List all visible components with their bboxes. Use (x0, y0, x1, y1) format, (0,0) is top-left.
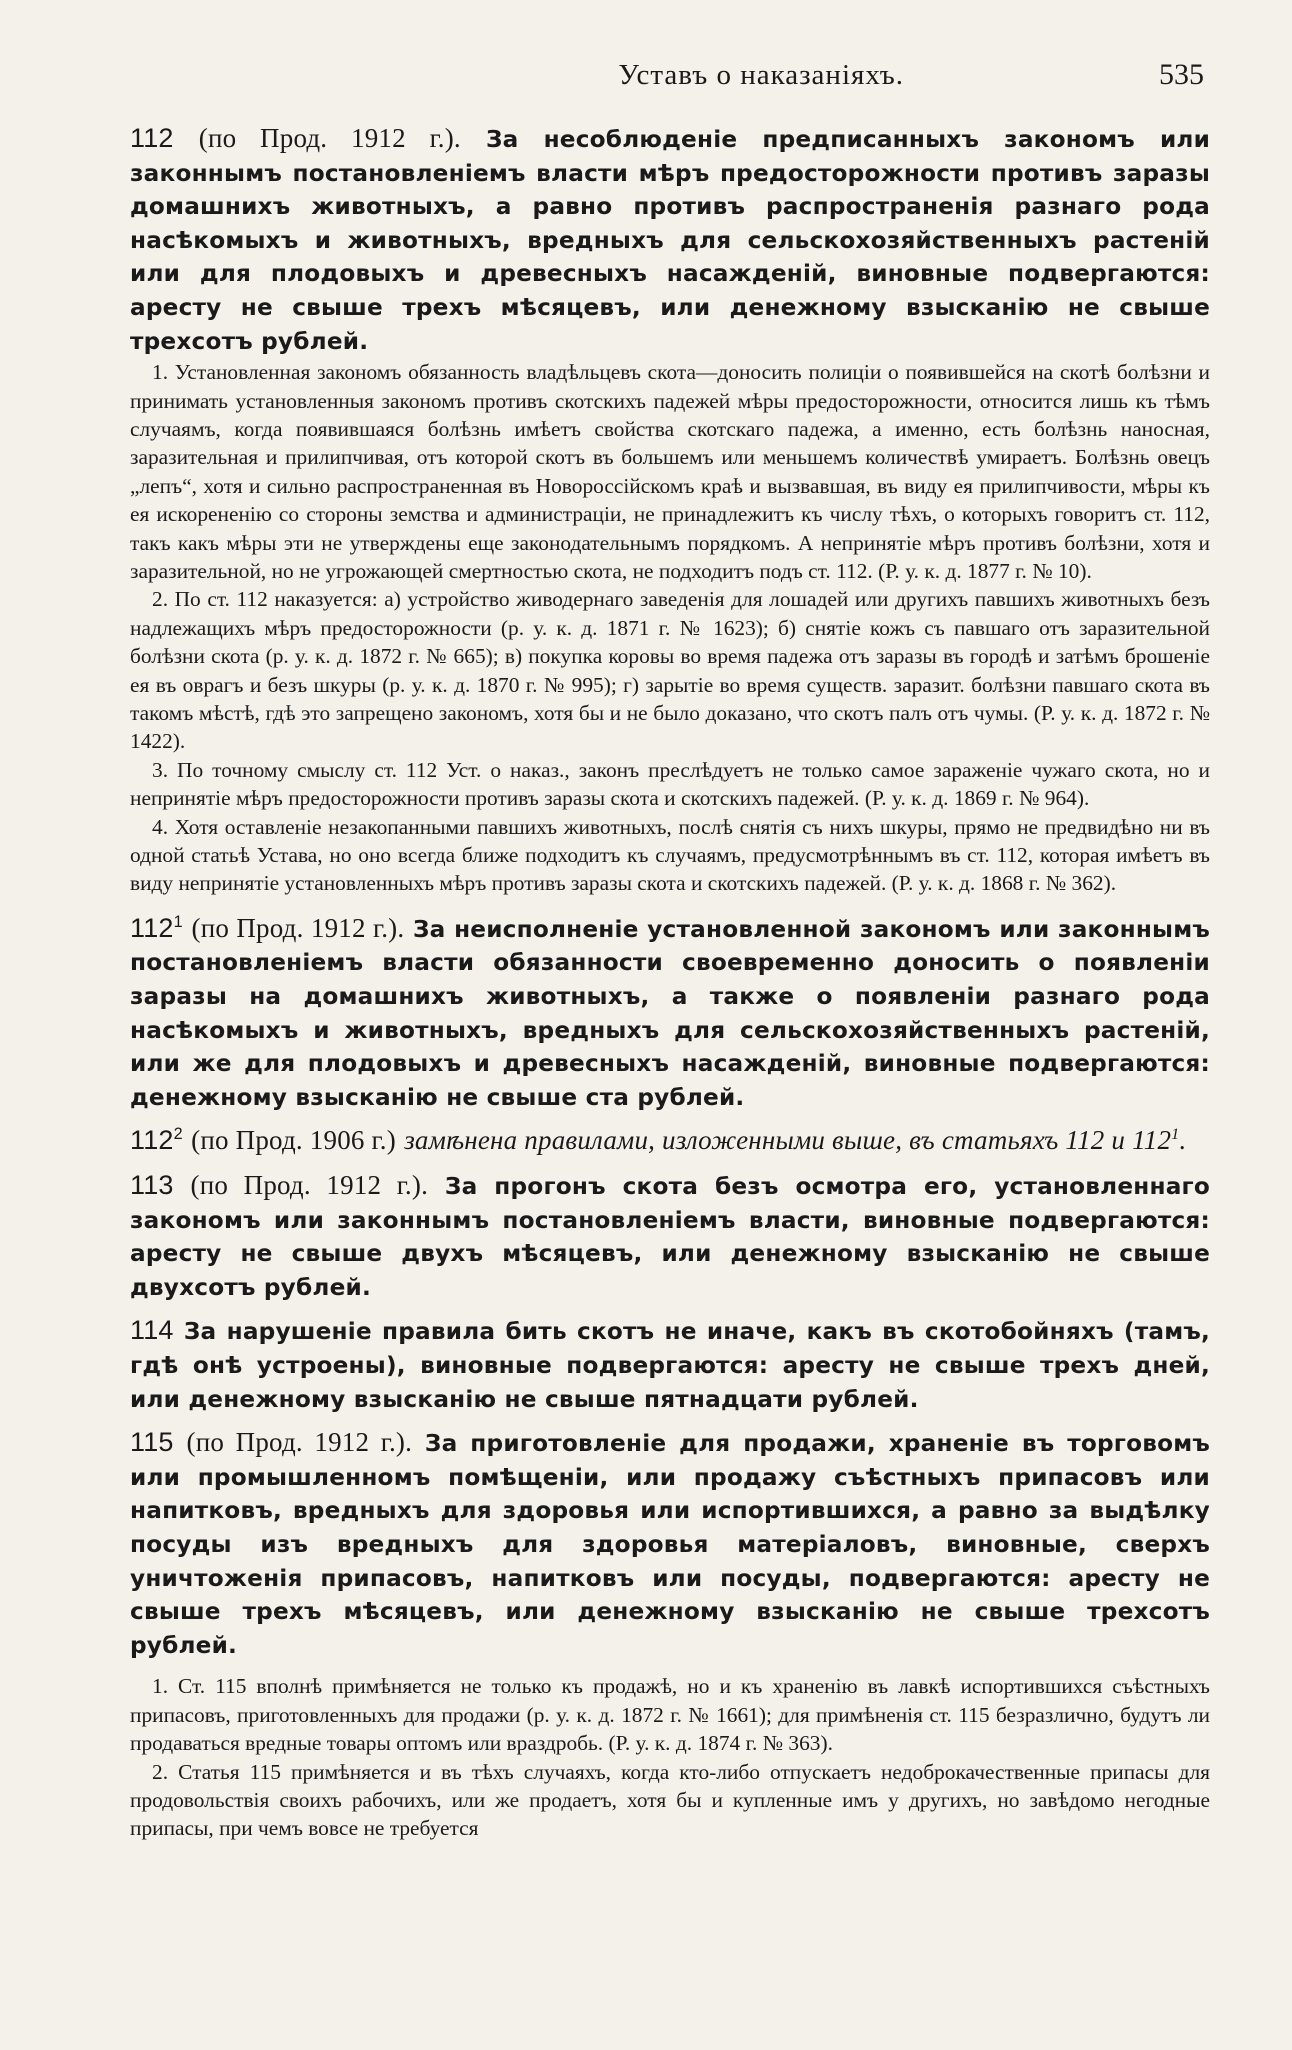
article-reference: (по Прод. 1912 г.). (190, 1170, 429, 1201)
article-112-1 (130, 912, 1210, 1115)
article-text: замѣнена правилами, изложенными выше, въ статьяхъ 112 и $112^1$. (404, 1125, 1187, 1156)
running-title: Уставъ о наказаніяхъ. (618, 59, 904, 91)
article-112 (130, 122, 1210, 358)
article-number: 112 (130, 123, 174, 153)
note-112-3: 3. По точному смыслу ст. 112 Уст. о наказ., законъ преслѣдуетъ не только самое зараженіе чужаго скота, но и непринятіе мѣръ предосторожности противъ заразы скота и скотскихъ падежей. (Р. у. к. д. 1869 г. № 964). (130, 757, 1210, 811)
article-number: $112^2$ (130, 1125, 183, 1156)
article-number: 115 (130, 1427, 174, 1458)
article-text: За несоблюденіе предписанныхъ закономъ или законнымъ постановленіемъ власти мѣръ предосторожности противъ заразы домашнихъ животныхъ, а равно противъ распространенія разнаго рода насѣкомыхъ и животныхъ, вредныхъ для сельскохозяйственныхъ растеній или для плодовыхъ и древесныхъ насажденій, виновные подвергаются: аресту не свыше трехъ мѣсяцевъ, или денежному взысканію не свыше трехсотъ рублей. (130, 126, 1211, 355)
note-115-1: 1. Ст. 115 вполнѣ примѣняется не только къ продажѣ, но и къ храненію въ лавкѣ испортившихся съѣстныхъ припасовъ, приготовленныхъ для продажи (р. у. к. д. 1872 г. № 1661); для примѣненія ст. 115 безразлично, будутъ ли продаваться вредные товары оптомъ или враздробь. (Р. у. к. д. 1874 г. № 363). (130, 1674, 1210, 1756)
note-112-1: 1. Установленная закономъ обязанность владѣльцевъ скота—доносить полиціи о появившейся на скотѣ болѣзни и принимать установленныя закономъ противъ скотскихъ падежей мѣры предосторожности, относится лишь къ тѣмъ случаямъ, когда появившаяся болѣзнь имѣетъ свойства скотскаго падежа, а именно, есть болѣзнь наносная, заразительная и прилипчивая, отъ которой скотъ въ большемъ или меньшемъ количествѣ умираетъ. Болѣзнь овецъ „лепъ“, хотя и сильно распространенная въ Новороссійскомъ краѣ и вызвавшая, въ виду ея прилипчивости, мѣры къ ея искорененію со стороны земства и администраціи, не принадлежитъ къ числу тѣхъ, о которыхъ говоритъ ст. 112, такъ какъ мѣры эти не утверждены еще законодательнымъ порядкомъ. А непринятіе мѣръ противъ болѣзни, хотя и заразительной, но не угрожающей смертностью скота, не подходитъ подъ ст. 112. (Р. у. к. д. 1877 г. № 10). (130, 360, 1210, 583)
note-112-2: 2. По ст. 112 наказуется: а) устройство живодернаго заведенія для лошадей или другихъ павшихъ животныхъ безъ надлежащихъ мѣръ предосторожности (р. у. к. д. 1871 г. № 1623); б) снятіе кожъ съ павшаго отъ заразительной болѣзни скота (р. у. к. д. 1872 г. № 665); в) покупка коровы во время падежа отъ заразы въ городѣ и затѣмъ брошеніе ея въ оврагъ и безъ шкуры (р. у. к. д. 1870 г. № 995); г) зарытіе во время существ. заразит. болѣзни павшаго скота въ такомъ мѣстѣ, гдѣ это запрещено закономъ, хотя бы и не было доказано, что скотъ палъ отъ чумы. (Р. у. к. д. 1872 г. № 1422). (130, 587, 1210, 754)
article-112-2 (130, 1124, 1210, 1159)
article-text: За нарушеніе правила бить скотъ не иначе, какъ въ скотобойняхъ (тамъ, гдѣ онѣ устроены), виновные подвергаются: аресту не свыше трехъ дней, или денежному взысканію не свыше пятнадцати рублей. (130, 1318, 1210, 1413)
article-reference: (по Прод. 1912 г.). (198, 123, 461, 153)
article-text: За прогонъ скота безъ осмотра его, установленнаго закономъ или законнымъ постановленіемъ власти, виновные подвергаются: аресту не свыше двухъ мѣсяцевъ, или денежному взысканію не свыше двухсотъ рублей. (130, 1173, 1211, 1301)
note-115-2: 2. Статья 115 примѣняется и въ тѣхъ случаяхъ, когда кто-либо отпускаетъ недоброкачественные припасы для продовольствія своихъ рабочихъ, или же продаетъ, хотя бы и купленные имъ у другихъ, но завѣдомо негодные припасы, при чемъ вовсе не требуется (130, 1759, 1210, 1841)
article-number: 114 (130, 1315, 174, 1346)
article-reference: (по Прод. 1912 г.). (186, 1427, 413, 1458)
article-115 (130, 1426, 1210, 1662)
article-reference: (по Прод. 1906 г.) (191, 1125, 396, 1156)
page-number: 535 (1159, 58, 1204, 91)
article-113 (130, 1169, 1210, 1304)
article-text: За неисполненіе установленной закономъ или законнымъ постановленіемъ власти обязанности своевременно доносить о появленіи заразы на домашнихъ животныхъ, а также о появленіи разнаго рода насѣкомыхъ и животныхъ, вредныхъ для сельскохозяйственныхъ растеній, или же для плодовыхъ и древесныхъ насажденій, виновные подвергаются: денежному взысканію не свыше ста рублей. (130, 915, 1210, 1111)
article-text: За приготовленіе для продажи, храненіе въ торговомъ или промышленномъ помѣщеніи, или продажу съѣстныхъ припасовъ или напитковъ, вредныхъ для здоровья или испортившихся, а равно за выдѣлку посуды изъ вредныхъ для здоровья матеріаловъ, виновные, сверхъ уничтоженія припасовъ, напитковъ или посуды, подвергаются: аресту не свыше трехъ мѣсяцевъ, или денежному взысканію не свыше трехсотъ рублей. (130, 1430, 1210, 1659)
article-number: 113 (130, 1170, 174, 1201)
note-112-4: 4. Хотя оставленіе незакопанными павшихъ животныхъ, послѣ снятія съ нихъ шкуры, прямо не предвидѣно ни въ одной статьѣ Устава, но оно всегда ближе подходитъ къ случаямъ, предусмотрѣннымъ въ ст. 112, которая имѣетъ въ виду непринятіе установленныхъ мѣръ противъ заразы скота и скотскихъ падежей. (Р. у. к. д. 1868 г. № 362). (130, 814, 1210, 896)
article-number: $112^1$ (130, 912, 183, 943)
page-header (130, 58, 1210, 108)
article-reference: (по Прод. 1912 г.). (191, 912, 405, 943)
article-114 (130, 1314, 1210, 1416)
